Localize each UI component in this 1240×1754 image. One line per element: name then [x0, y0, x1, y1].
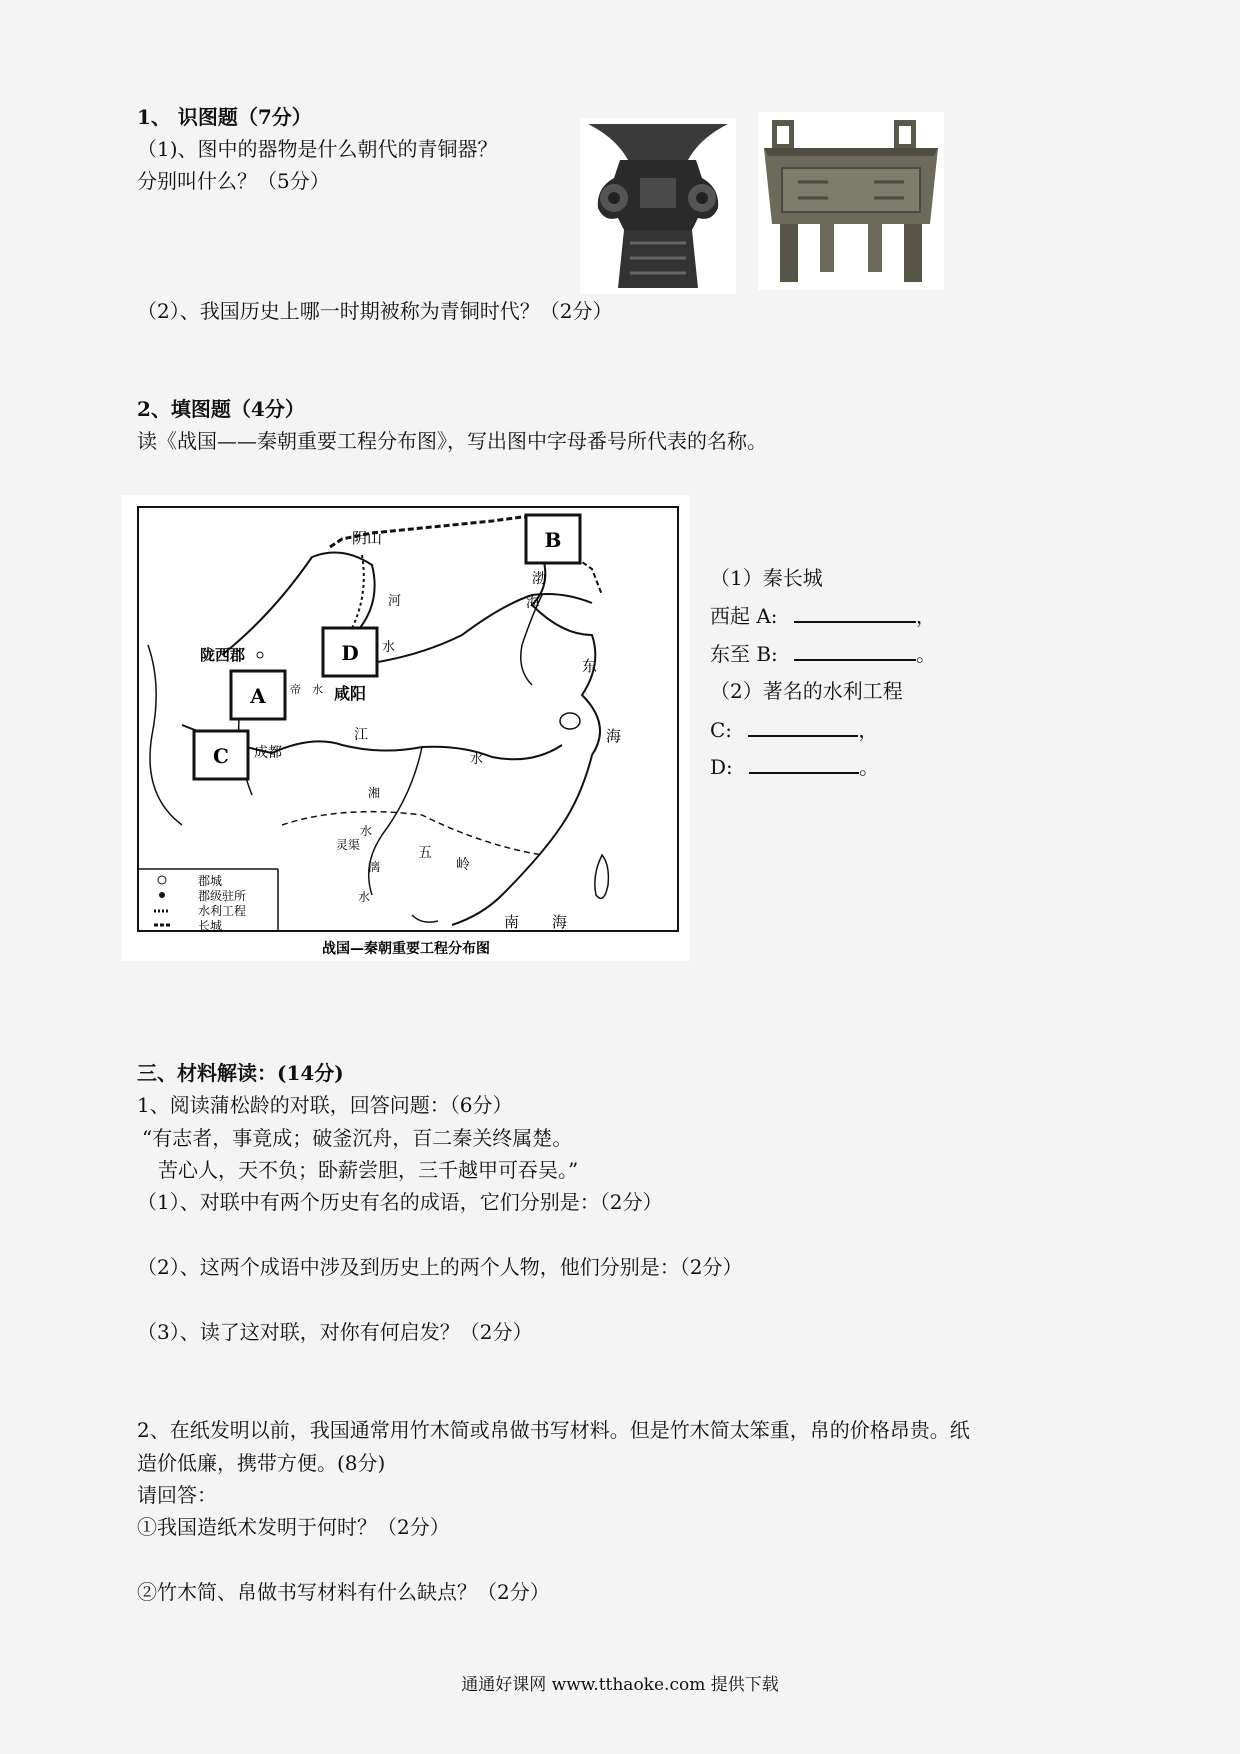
map-label-bo: 渤 — [532, 571, 546, 587]
answer-c-blank[interactable] — [748, 717, 858, 737]
qin-projects-map — [122, 495, 690, 961]
answer-d-label: D: — [710, 755, 733, 779]
answer-east-label: 东至 B: — [710, 642, 778, 666]
map-label-shui4: 水 — [358, 890, 371, 904]
map-box-d: D — [341, 641, 359, 665]
map-caption: 战国—秦朝重要工程分布图 — [322, 941, 490, 957]
map-box-a: A — [250, 684, 266, 708]
section3-q2-prompt: 请回答： — [137, 1483, 217, 1507]
map-label-li: 漓 — [368, 860, 381, 874]
answer-wall-title: （1）秦长城 — [710, 566, 823, 590]
map-label-hai3: 海 — [552, 913, 568, 931]
answer-west-blank[interactable] — [794, 603, 916, 623]
legend-item-2: 水利工程 — [198, 904, 247, 918]
map-label-he: 河 — [388, 594, 402, 609]
answer-east-end: 。 — [916, 642, 937, 666]
map-label-xianyang: 咸阳 — [334, 684, 367, 703]
section1-q1-line2: 分别叫什么？（5分） — [137, 169, 330, 193]
map-label-shui5: 水 — [312, 683, 323, 696]
section3-q2-line1: 2、在纸发明以前，我国通常用竹木简或帛做书写材料。但是竹木简太笨重，帛的价格昂贵。纸 — [137, 1418, 970, 1442]
map-box-c: C — [213, 744, 229, 768]
section3-q2-a: ①我国造纸术发明于何时？（2分） — [137, 1515, 450, 1539]
answer-west-label: 西起 A: — [710, 604, 778, 628]
answer-d-end: 。 — [859, 755, 880, 779]
section2-heading: 2、填图题（4分） — [137, 397, 305, 421]
map-label-xiang: 湘 — [368, 786, 381, 800]
section3-q1-intro: 1、阅读蒲松龄的对联，回答问题：（6分） — [137, 1093, 513, 1117]
legend-item-3: 长城 — [198, 919, 223, 933]
section3-q2-b: ②竹木简、帛做书写材料有什么缺点？（2分） — [137, 1580, 550, 1604]
answer-d-row — [710, 754, 879, 780]
bronze-ding-image — [758, 112, 944, 290]
map-label-shui1: 水 — [470, 752, 484, 767]
map-label-hai2: 海 — [526, 595, 540, 611]
answer-c-row — [710, 717, 878, 743]
map-label-wu: 五 — [418, 845, 432, 861]
page-footer: 通通好课网 www.tthaoke.com 提供下载 — [461, 1675, 779, 1695]
section3-q1-2: （2）、这两个成语中涉及到历史上的两个人物，他们分别是：（2分） — [137, 1255, 743, 1279]
section1-q2: （2）、我国历史上哪一时期被称为青铜时代？（2分） — [137, 299, 613, 323]
section1-heading: 1、 识图题（7分） — [137, 105, 312, 129]
section2-instruction: 读《战国——秦朝重要工程分布图》，写出图中字母番号所代表的名称。 — [137, 429, 767, 453]
answer-east-row — [710, 641, 936, 667]
map-label-ling: 岭 — [456, 857, 470, 873]
map-label-hai1: 海 — [606, 727, 622, 745]
answer-west-row — [710, 603, 936, 629]
section3-q2-line2: 造价低廉，携带方便。(8分) — [137, 1451, 386, 1475]
answer-water-title: （2）著名的水利工程 — [710, 679, 903, 703]
section3-q1-3: （3）、读了这对联，对你有何启发？（2分） — [137, 1320, 533, 1344]
answer-c-label: C: — [710, 718, 733, 742]
map-box-b: B — [544, 528, 562, 552]
legend-item-1: 郡级驻所 — [198, 889, 247, 903]
couplet-line2: 苦心人，天不负；卧薪尝胆，三千越甲可吞吴。” — [158, 1158, 579, 1182]
section1-q1-line1: （1)、图中的器物是什么朝代的青铜器？ — [137, 137, 498, 161]
section3-q1-1: （1）、对联中有两个历史有名的成语，它们分别是：（2分） — [137, 1190, 663, 1214]
map-label-di: 帝 — [290, 683, 301, 696]
answer-d-blank[interactable] — [749, 754, 859, 774]
answer-c-end: ， — [858, 718, 879, 742]
map-label-chengdu: 成都 — [254, 745, 282, 761]
couplet-line1: “有志者，事竟成；破釜沉舟，百二秦关终属楚。 — [142, 1126, 573, 1150]
map-label-lingqu: 灵渠 — [336, 838, 361, 852]
map-label-shui2: 水 — [382, 640, 396, 655]
map-label-longxi: 陇西郡 — [200, 646, 246, 664]
bronze-zun-image — [580, 118, 736, 294]
map-label-nan: 南 — [504, 913, 520, 931]
map-label-shui3: 水 — [360, 824, 373, 838]
map-label-dong: 东 — [582, 657, 598, 675]
answer-east-blank[interactable] — [794, 641, 916, 661]
map-label-jiang: 江 — [354, 727, 368, 743]
map-label-yinshan: 阴山 — [352, 529, 383, 547]
section3-heading: 三、材料解读：(14分) — [137, 1061, 344, 1085]
legend-item-0: 郡城 — [198, 874, 223, 888]
answer-west-end: ， — [915, 604, 936, 628]
